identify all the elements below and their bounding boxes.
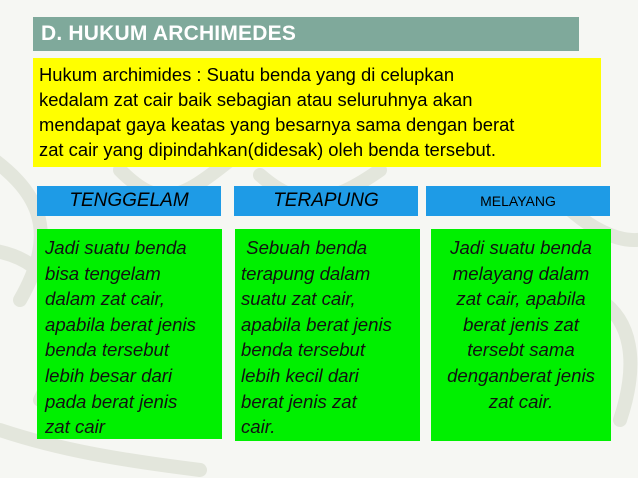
panel-line: zat cair.	[488, 390, 554, 412]
panel-line: apabila berat jenis	[45, 313, 196, 335]
definition-line: kedalam zat cair baik sebagian atau seluruhnya akan	[39, 89, 473, 110]
panel-line: benda tersebut	[45, 339, 170, 361]
panel-terapung	[235, 229, 420, 441]
panel-line: denganberat jenis	[447, 364, 595, 386]
slide-title: D. HUKUM ARCHIMEDES	[41, 22, 297, 45]
header-melayang: MELAYANG	[426, 186, 610, 216]
panel-line: cair.	[241, 416, 276, 438]
panel-line: Sebuah benda	[241, 237, 368, 258]
definition-line: Hukum archimides : Suatu benda yang di celupkan	[39, 64, 455, 85]
panel-line: tersebt sama	[467, 339, 575, 361]
slide-title-bar	[33, 17, 579, 51]
panel-line: zat cair, apabila	[456, 288, 586, 310]
panel-line: suatu zat cair,	[241, 288, 356, 310]
definition-line: zat cair yang dipindahkan(didesak) oleh benda tersebut.	[39, 139, 497, 160]
panel-line: Jadi suatu benda	[45, 237, 187, 258]
panel-line: bisa tengelam	[45, 262, 161, 284]
panel-line: berat jenis zat	[463, 313, 579, 335]
panel-line: benda tersebut	[241, 339, 366, 361]
panel-line: apabila berat jenis	[241, 313, 392, 335]
panel-line: terapung dalam	[241, 262, 371, 284]
panel-line: lebih besar dari	[45, 364, 173, 386]
definition-box	[33, 58, 601, 167]
header-terapung: TERAPUNG	[234, 186, 418, 216]
panel-tenggelam	[37, 229, 222, 439]
panel-line: melayang dalam	[452, 262, 590, 284]
definition-line: mendapat gaya keatas yang besarnya sama dengan berat	[39, 114, 515, 135]
panel-melayang	[431, 229, 611, 441]
panel-line: berat jenis zat	[241, 390, 357, 412]
panel-line: lebih kecil dari	[241, 364, 359, 386]
panel-line: Jadi suatu benda	[450, 237, 592, 258]
panel-line: pada berat jenis	[45, 390, 178, 412]
panel-line: zat cair	[45, 416, 105, 438]
panel-line: dalam zat cair,	[45, 288, 165, 310]
header-tenggelam: TENGGELAM	[37, 186, 221, 216]
